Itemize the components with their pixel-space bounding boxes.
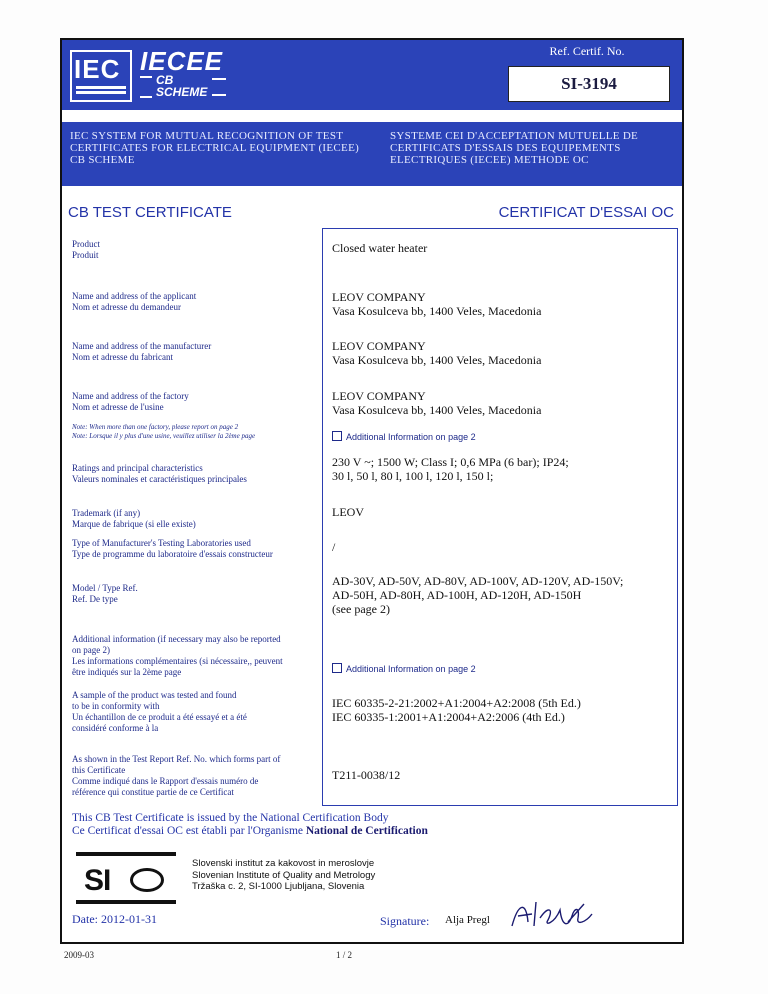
- checkbox-icon: [332, 663, 342, 673]
- applicant-label: Name and address of the applicant Nom et adresse du demandeur: [72, 291, 197, 312]
- certificate-frame: [60, 38, 684, 944]
- iec-logo-text: IEC: [74, 54, 121, 84]
- issuing-statement: This CB Test Certificate is issued by the National Certification Body Ce Certificat d'essai OC est établi par l'Organisme National de Certification: [72, 812, 428, 837]
- trademark-value: LEOV: [332, 505, 364, 519]
- issue-date: Date: 2012-01-31: [72, 912, 157, 926]
- page-number: 1 / 2: [336, 950, 353, 960]
- ref-label: Ref. Certif. No.: [549, 44, 625, 58]
- system-text-en: IEC SYSTEM FOR MUTUAL RECOGNITION OF TEST CERTIFICATES FOR ELECTRICAL EQUIPMENT (IECEE) CB SCHEME: [70, 130, 360, 166]
- sample-label: A sample of the product was tested and found to be in conformity with Un échantillon de ce produit a été essayé et a été considéré conforme à la: [72, 690, 247, 733]
- product-label: Product Produit: [72, 239, 100, 260]
- model-label: Model / Type Ref. Ref. De type: [72, 583, 138, 604]
- sample-value: IEC 60335-2-21:2002+A1:2004+A2:2008 (5th Ed.) IEC 60335-1:2001+A1:2004+A2:2006 (4th Ed.): [332, 696, 581, 724]
- model-value: AD-30V, AD-50V, AD-80V, AD-100V, AD-120V, AD-150V; AD-50H, AD-80H, AD-100H, AD-120H, AD-150H (see page 2): [332, 574, 624, 616]
- factory-value: LEOV COMPANY Vasa Kosulceva bb, 1400 Veles, Macedonia: [332, 389, 542, 417]
- report-label: As shown in the Test Report Ref. No. which forms part of this Certificate Comme indiqué dans le Rapport d'essais numéro de référence qui constitue partie de ce Certificat: [72, 754, 281, 797]
- checkbox-icon: [332, 431, 342, 441]
- si-institute-logo: SI: [76, 852, 176, 908]
- iecee-logo: [140, 46, 232, 106]
- ref-number: SI-3194: [508, 66, 670, 102]
- iecee-logo-lines-left: [140, 76, 152, 98]
- system-band: [62, 122, 682, 186]
- ratings-value: 230 V ~; 1500 W; Class I; 0,6 MPa (6 bar); IP24; 30 l, 50 l, 80 l, 100 l, 120 l, 150 l;: [332, 455, 569, 483]
- handwritten-signature: [508, 896, 598, 934]
- iec-logo: [70, 50, 132, 102]
- report-value: T211-0038/12: [332, 768, 401, 782]
- iecee-logo-text: IECEE: [140, 46, 224, 76]
- manufacturer-label: Name and address of the manufacturer Nom et adresse du fabricant: [72, 341, 212, 362]
- programme-label: Type of Manufacturer's Testing Laboratories used Type de programme du laboratoire d'essais constructeur: [72, 538, 273, 559]
- applicant-value: LEOV COMPANY Vasa Kosulceva bb, 1400 Veles, Macedonia: [332, 290, 542, 318]
- programme-value: /: [332, 540, 336, 554]
- signature-label: Signature:: [380, 914, 430, 928]
- system-text-fr: SYSTEME CEI D'ACCEPTATION MUTUELLE DE CERTIFICATS D'ESSAIS DES EQUIPEMENTS ELECTRIQUES (IECEE) METHODE OC: [390, 130, 639, 166]
- iecee-logo-sub: CB SCHEME: [156, 73, 208, 99]
- trademark-label: Trademark (if any) Marque de fabrique (si elle existe): [72, 508, 196, 529]
- product-value: Closed water heater: [332, 241, 428, 255]
- additional-check: Additional Information on page 2: [332, 662, 677, 676]
- institute-details: Slovenski institut za kakovost in meroslovje Slovenian Institute of Quality and Metrology Tržaška c. 2, SI-1000 Ljubljana, Slovenia: [192, 858, 376, 892]
- iecee-logo-lines-right: [212, 78, 226, 96]
- header-band: [62, 40, 682, 110]
- ratings-label: Ratings and principal characteristics Valeurs nominales et caractéristiques principales: [72, 463, 247, 484]
- factory-additional-check: Additional Information on page 2: [332, 430, 677, 444]
- title-en: CB TEST CERTIFICATE: [68, 204, 232, 221]
- factory-label: Name and address of the factory Nom et adresse de l'usine: [72, 391, 189, 412]
- manufacturer-value: LEOV COMPANY Vasa Kosulceva bb, 1400 Veles, Macedonia: [332, 339, 542, 367]
- form-date: 2009-03: [64, 950, 94, 960]
- iec-logo-bars: [76, 91, 126, 94]
- additional-label: Additional information (if necessary may also be reported on page 2) Les informations complémentaires (si nécessaire,, peuvent être indiqués sur la 2ème page: [72, 634, 283, 677]
- title-fr: CERTIFICAT D'ESSAI OC: [498, 204, 674, 221]
- factory-note: Note: When more than one factory, please report on page 2 Note: Lorsque il y plus d'une usine, veuillez utiliser la 2ème page: [72, 423, 256, 440]
- signatory-name: Alja Pregl: [445, 914, 490, 926]
